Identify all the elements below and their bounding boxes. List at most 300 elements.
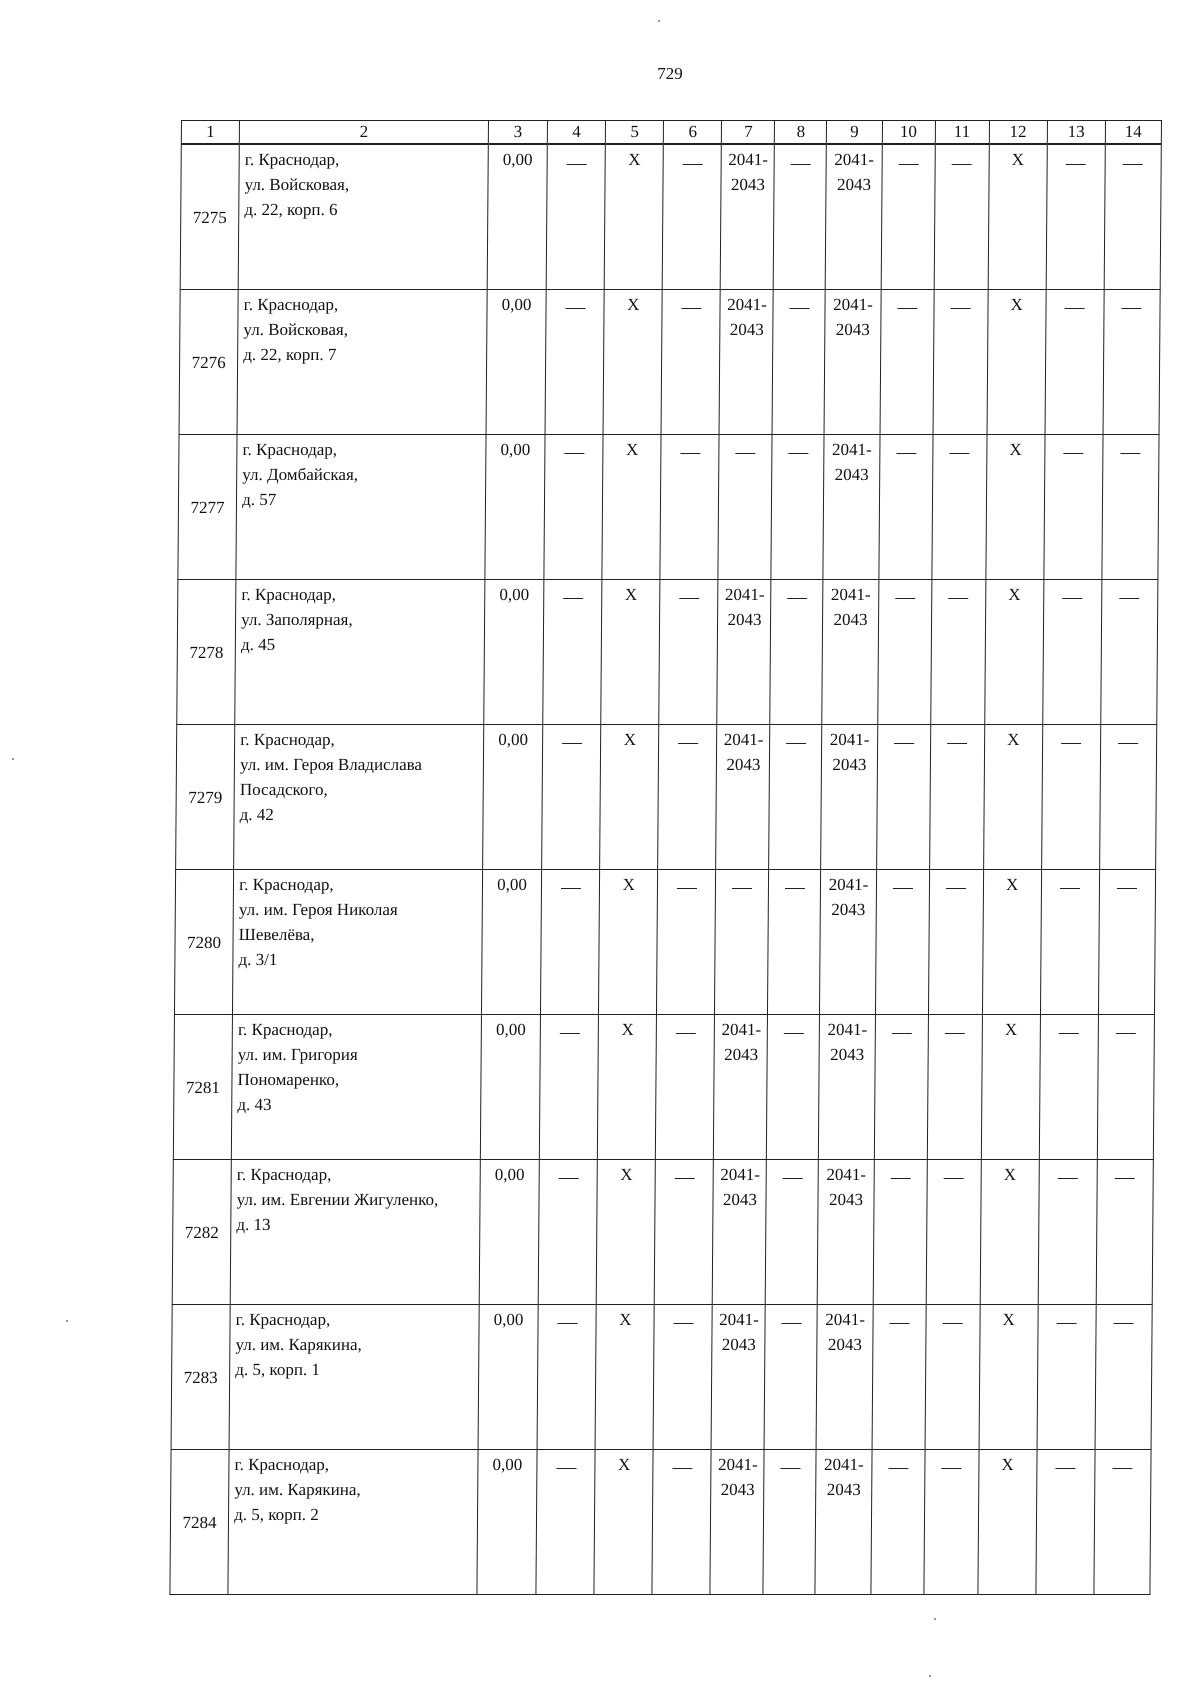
cell-text: X — [628, 150, 641, 169]
dash-icon — [556, 1468, 576, 1469]
table-row — [180, 144, 1161, 289]
address-line: Посадского, — [239, 779, 328, 799]
year-line: 2043 — [826, 1479, 861, 1499]
dash-icon — [949, 453, 969, 454]
row-number-cell — [170, 1449, 229, 1594]
dash-icon — [1122, 308, 1142, 309]
year-line: 2041- — [829, 729, 870, 749]
address-line: г. Краснодар, — [234, 1454, 330, 1474]
row-number-cell — [176, 724, 235, 869]
year-line: 2041- — [724, 584, 765, 604]
address-line: д. 13 — [236, 1214, 271, 1234]
dash-icon — [791, 164, 811, 165]
dash-icon — [565, 308, 585, 309]
col-9-cell — [819, 1014, 875, 1159]
year-line: 2041- — [834, 150, 875, 169]
col-3-cell — [479, 1159, 539, 1304]
col-8-cell — [770, 579, 823, 724]
year-line: 2043 — [724, 1044, 759, 1064]
dash-icon — [1066, 164, 1086, 165]
col-8-cell — [769, 724, 822, 869]
col-14-cell — [1096, 1159, 1153, 1304]
year-line: 2041- — [728, 150, 769, 169]
address-line: Шевелёва, — [238, 924, 315, 944]
year-line: 2043 — [828, 1189, 864, 1209]
year-line: 2043 — [827, 1334, 862, 1354]
col-11-cell — [923, 1449, 978, 1594]
col-13-cell — [1046, 144, 1105, 289]
col-14-cell — [1098, 869, 1155, 1014]
address-line: ул. им. Карякина, — [235, 1334, 362, 1354]
address-line: г. Краснодар, — [236, 1164, 332, 1184]
table-row — [176, 724, 1157, 869]
year-line: 2041- — [826, 1164, 867, 1184]
cell-text: X — [1001, 1454, 1014, 1474]
cell-text: X — [625, 439, 639, 459]
year-line: 2043 — [730, 175, 766, 194]
row-number-cell — [179, 289, 238, 434]
col-4-cell — [544, 434, 603, 579]
cell-text: 7282 — [184, 1223, 219, 1242]
col-10-cell — [881, 144, 935, 289]
address-line: ул. Войсковая, — [244, 175, 350, 194]
cell-text: 7278 — [189, 643, 224, 662]
column-header: 14 — [1105, 121, 1161, 145]
scan-speck — [658, 20, 660, 22]
dash-icon — [559, 1033, 579, 1034]
column-header: 13 — [1047, 121, 1105, 145]
table-row — [177, 579, 1158, 724]
dash-icon — [789, 308, 809, 309]
col-7-cell — [712, 1304, 766, 1449]
column-header: 8 — [775, 121, 827, 145]
col-6-cell — [660, 434, 719, 579]
dash-icon — [562, 743, 582, 744]
address-cell — [236, 434, 486, 579]
col-14-cell — [1103, 289, 1160, 434]
col-7-cell — [719, 289, 773, 434]
dash-icon — [945, 1033, 965, 1034]
dash-icon — [941, 1468, 961, 1469]
table-row — [174, 869, 1155, 1014]
col-11-cell — [933, 289, 988, 434]
dash-icon — [675, 1178, 695, 1179]
address-line: ул. им. Евгении Жигуленко, — [236, 1189, 439, 1209]
cell-text: 7276 — [191, 353, 226, 372]
col-11-cell — [926, 1159, 981, 1304]
cell-text: X — [627, 294, 640, 314]
col-9-cell — [823, 434, 879, 579]
col-13-cell — [1040, 869, 1099, 1014]
col-13-cell — [1041, 724, 1100, 869]
dash-icon — [1057, 1323, 1077, 1324]
cell-text: X — [1004, 1019, 1018, 1039]
dash-icon — [889, 1323, 909, 1324]
col-11-cell — [930, 579, 985, 724]
dash-icon — [1119, 743, 1139, 744]
year-line: 2041- — [721, 1019, 762, 1039]
address-line: д. 43 — [237, 1094, 272, 1114]
dash-icon — [951, 308, 971, 309]
dash-icon — [1064, 453, 1084, 454]
col-4-cell — [545, 289, 604, 434]
col-9-cell — [826, 144, 882, 289]
year-line: 2043 — [834, 464, 869, 484]
year-line: 2043 — [831, 899, 866, 919]
year-line: 2041- — [830, 584, 871, 604]
dash-icon — [557, 1323, 577, 1324]
scan-speck — [934, 1618, 936, 1620]
column-header: 2 — [239, 121, 488, 145]
row-number-cell — [171, 1304, 230, 1449]
col-9-cell — [820, 869, 876, 1014]
dash-icon — [783, 1178, 803, 1179]
year-line: 2041- — [828, 874, 869, 894]
year-line: 2041- — [827, 1019, 868, 1039]
year-line: 2043 — [720, 1479, 755, 1499]
year-line: 2043 — [726, 754, 761, 774]
col-12-cell — [978, 1449, 1037, 1594]
address-line: д. 5, корп. 2 — [234, 1504, 319, 1524]
table-row — [173, 1014, 1154, 1159]
table-row — [178, 434, 1159, 579]
col-13-cell — [1042, 579, 1101, 724]
cell-text: 0,00 — [493, 1309, 524, 1329]
col-11-cell — [931, 434, 986, 579]
cell-text: X — [622, 874, 635, 894]
col-8-cell — [765, 1304, 818, 1449]
col-10-cell — [876, 724, 930, 869]
cell-text: 7283 — [183, 1368, 218, 1387]
col-14-cell — [1102, 434, 1159, 579]
dash-icon — [896, 453, 916, 454]
col-14-cell — [1104, 144, 1161, 289]
col-4-cell — [539, 1014, 598, 1159]
address-line: ул. Войсковая, — [243, 319, 349, 339]
dash-icon — [948, 598, 968, 599]
scan-speck — [929, 1675, 931, 1677]
dash-icon — [1065, 308, 1085, 309]
dash-icon — [563, 598, 583, 599]
col-10-cell — [878, 434, 932, 579]
col-4-cell — [536, 1449, 595, 1594]
dash-icon — [678, 743, 698, 744]
dash-icon — [1121, 453, 1141, 454]
dash-icon — [890, 1178, 910, 1179]
scan-speck — [66, 1320, 68, 1322]
address-line: г. Краснодар, — [237, 1019, 333, 1039]
cell-text: X — [620, 1164, 633, 1184]
col-9-cell — [822, 579, 878, 724]
dash-icon — [785, 888, 805, 889]
col-14-cell — [1101, 579, 1158, 724]
page-number: 729 — [657, 64, 683, 83]
row-number-cell — [178, 434, 237, 579]
year-line: 2043 — [830, 1044, 865, 1064]
dash-icon — [1056, 1468, 1076, 1469]
col-5-cell — [596, 1159, 655, 1304]
table-row — [172, 1159, 1153, 1304]
dash-icon — [676, 1033, 696, 1034]
address-line: д. 45 — [240, 634, 276, 654]
address-line: г. Краснодар, — [235, 1309, 331, 1329]
column-header: 11 — [935, 121, 989, 145]
dash-icon — [1120, 598, 1140, 599]
column-header: 10 — [882, 121, 935, 145]
col-4-cell — [541, 869, 600, 1014]
dash-icon — [566, 164, 586, 165]
col-6-cell — [661, 289, 720, 434]
address-line: ул. Заполярная, — [241, 609, 353, 629]
col-5-cell — [604, 144, 663, 289]
cell-text: X — [1011, 150, 1025, 169]
dash-icon — [1061, 743, 1081, 744]
col-11-cell — [934, 144, 989, 289]
address-line: д. 5, корп. 1 — [235, 1359, 321, 1379]
address-line: д. 3/1 — [238, 949, 278, 969]
dash-icon — [897, 308, 917, 309]
cell-text: X — [624, 584, 638, 604]
col-3-cell — [485, 434, 545, 579]
dash-icon — [736, 453, 756, 454]
col-8-cell — [766, 1159, 819, 1304]
cell-text: 7277 — [190, 498, 225, 517]
dash-icon — [1115, 1178, 1135, 1179]
year-line: 2041- — [719, 1309, 759, 1329]
cell-text: 7279 — [188, 788, 223, 807]
dash-icon — [672, 1468, 692, 1469]
row-number-cell — [180, 144, 239, 289]
col-6-cell — [656, 1014, 715, 1159]
col-12-cell — [982, 869, 1041, 1014]
dash-icon — [780, 1468, 800, 1469]
address-cell — [234, 724, 484, 869]
col-5-cell — [594, 1449, 653, 1594]
cell-text: X — [1005, 874, 1019, 894]
year-line: 2043 — [835, 319, 870, 339]
dash-icon — [952, 164, 972, 165]
col-4-cell — [542, 724, 601, 869]
cell-text: 0,00 — [501, 294, 532, 314]
address-cell — [237, 289, 487, 434]
year-line: 2041- — [723, 729, 764, 749]
col-13-cell — [1036, 1449, 1095, 1594]
col-12-cell — [983, 724, 1042, 869]
col-9-cell — [817, 1304, 873, 1449]
cell-text: X — [1010, 294, 1023, 314]
cell-text: 0,00 — [499, 584, 530, 604]
row-number-cell — [172, 1159, 231, 1304]
year-line: 2041- — [824, 1454, 864, 1474]
col-7-cell — [715, 869, 769, 1014]
dash-icon — [680, 453, 700, 454]
col-8-cell — [768, 869, 821, 1014]
cell-text: X — [623, 729, 637, 749]
col-6-cell — [653, 1304, 712, 1449]
dash-icon — [732, 888, 752, 889]
cell-text: X — [1007, 729, 1020, 749]
col-12-cell — [985, 434, 1044, 579]
row-number-cell — [177, 579, 236, 724]
col-7-cell — [721, 144, 775, 289]
dash-icon — [784, 1033, 804, 1034]
year-line: 2041- — [833, 294, 873, 314]
dash-icon — [561, 888, 581, 889]
cell-text: 7275 — [192, 208, 227, 228]
dash-icon — [1063, 598, 1083, 599]
cell-text: 0,00 — [494, 1164, 525, 1184]
col-10-cell — [872, 1304, 926, 1449]
dash-icon — [558, 1178, 578, 1179]
col-10-cell — [875, 869, 929, 1014]
scan-speck — [12, 758, 14, 760]
column-header: 1 — [181, 121, 239, 145]
address-line: г. Краснодар, — [241, 584, 337, 604]
col-10-cell — [873, 1159, 927, 1304]
col-13-cell — [1038, 1159, 1097, 1304]
column-header: 4 — [547, 121, 605, 145]
col-7-cell — [718, 434, 772, 579]
address-line: г. Краснодар, — [239, 874, 334, 894]
cell-text: X — [1003, 1164, 1017, 1184]
cell-text: 7280 — [187, 933, 222, 952]
cell-text: 0,00 — [498, 729, 529, 749]
col-9-cell — [821, 724, 877, 869]
table-row — [171, 1304, 1152, 1449]
col-12-cell — [988, 144, 1047, 289]
dash-icon — [888, 1468, 908, 1469]
table-row — [179, 289, 1160, 434]
address-line: г. Краснодар, — [243, 294, 339, 314]
col-3-cell — [480, 1014, 540, 1159]
col-8-cell — [773, 289, 826, 434]
col-5-cell — [599, 869, 658, 1014]
address-line: г. Краснодар, — [240, 729, 335, 749]
cell-text: X — [621, 1019, 634, 1039]
dash-icon — [1058, 1178, 1078, 1179]
address-cell — [231, 1014, 481, 1159]
col-12-cell — [984, 579, 1043, 724]
column-header: 7 — [722, 121, 775, 145]
col-12-cell — [979, 1304, 1038, 1449]
address-cell — [238, 144, 488, 289]
dash-icon — [681, 308, 701, 309]
dash-icon — [898, 164, 918, 165]
col-3-cell — [478, 1304, 538, 1449]
dash-icon — [895, 598, 915, 599]
col-3-cell — [477, 1449, 537, 1594]
col-6-cell — [652, 1449, 711, 1594]
col-6-cell — [663, 144, 722, 289]
address-line: ул. им. Героя Владислава — [239, 754, 423, 774]
year-line: 2041- — [727, 294, 767, 314]
dash-icon — [677, 888, 697, 889]
col-6-cell — [657, 869, 716, 1014]
dash-icon — [679, 598, 699, 599]
year-line: 2041- — [831, 439, 872, 459]
year-line: 2043 — [722, 1189, 758, 1209]
col-7-cell — [710, 1449, 764, 1594]
col-10-cell — [870, 1449, 924, 1594]
table-body — [170, 144, 1161, 1594]
cell-text: 7284 — [182, 1513, 217, 1532]
column-header: 9 — [827, 121, 882, 145]
col-11-cell — [925, 1304, 980, 1449]
col-12-cell — [980, 1159, 1039, 1304]
col-14-cell — [1095, 1304, 1152, 1449]
address-cell — [228, 1449, 478, 1594]
dash-icon — [1113, 1468, 1133, 1469]
dash-icon — [683, 164, 703, 165]
dash-icon — [782, 1323, 802, 1324]
col-6-cell — [659, 579, 718, 724]
col-6-cell — [658, 724, 717, 869]
col-5-cell — [595, 1304, 654, 1449]
col-9-cell — [815, 1449, 871, 1594]
dash-icon — [947, 743, 967, 744]
dash-icon — [1060, 888, 1080, 889]
dash-icon — [943, 1323, 963, 1324]
address-cell — [235, 579, 485, 724]
col-3-cell — [487, 144, 547, 289]
year-line: 2041- — [825, 1309, 865, 1329]
col-5-cell — [603, 289, 662, 434]
address-line: д. 22, корп. 7 — [243, 344, 337, 364]
address-line: ул. им. Григория — [237, 1044, 358, 1064]
year-line: 2043 — [833, 609, 868, 629]
col-7-cell — [714, 1014, 768, 1159]
year-line: 2043 — [729, 319, 764, 339]
cell-text: 0,00 — [492, 1454, 523, 1474]
col-10-cell — [877, 579, 931, 724]
cell-text: 7281 — [185, 1078, 221, 1097]
year-line: 2043 — [832, 754, 867, 774]
table-row — [170, 1449, 1151, 1594]
dash-icon — [564, 453, 584, 454]
cell-text: X — [617, 1454, 631, 1474]
cell-text: X — [1009, 439, 1022, 459]
col-4-cell — [538, 1159, 597, 1304]
col-7-cell — [717, 579, 771, 724]
year-line: 2041- — [717, 1454, 758, 1474]
address-cell — [230, 1159, 480, 1304]
cell-text: 0,00 — [495, 1019, 526, 1039]
col-7-cell — [716, 724, 770, 869]
column-header: 5 — [606, 121, 664, 145]
row-number-cell — [174, 869, 233, 1014]
col-8-cell — [771, 434, 824, 579]
col-3-cell — [483, 724, 543, 869]
cell-text: 0,00 — [500, 439, 531, 459]
col-13-cell — [1039, 1014, 1098, 1159]
dash-icon — [1123, 164, 1143, 165]
address-cell — [229, 1304, 479, 1449]
year-line: 2041- — [720, 1164, 761, 1184]
col-11-cell — [929, 724, 984, 869]
address-line: ул. им. Карякина, — [234, 1479, 361, 1499]
cell-text: X — [619, 1309, 632, 1329]
col-3-cell — [481, 869, 541, 1014]
col-7-cell — [713, 1159, 767, 1304]
dash-icon — [787, 598, 807, 599]
dash-icon — [673, 1323, 693, 1324]
col-13-cell — [1045, 289, 1104, 434]
address-line: ул. Домбайская, — [242, 464, 359, 484]
dash-icon — [1059, 1033, 1079, 1034]
col-9-cell — [818, 1159, 874, 1304]
dash-icon — [1117, 888, 1137, 889]
column-header: 12 — [989, 121, 1047, 145]
